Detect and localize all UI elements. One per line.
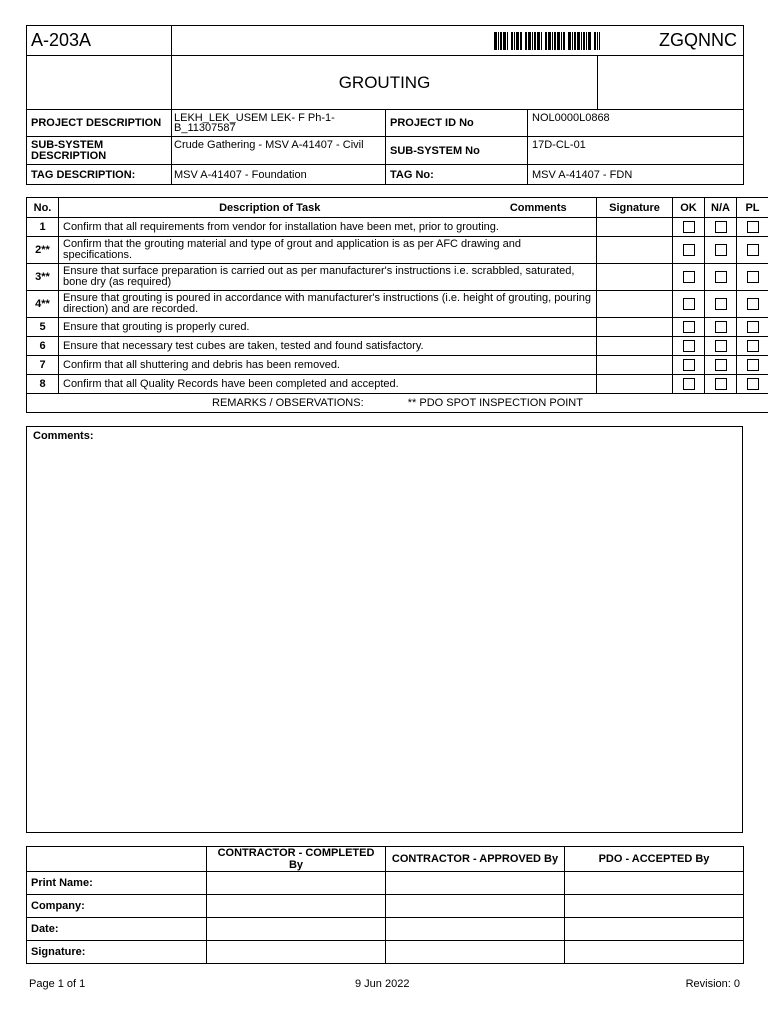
task-signature-cell[interactable] xyxy=(597,264,673,291)
project-id-label: PROJECT ID No xyxy=(386,110,528,137)
signoff-row-label: Date: xyxy=(27,918,207,941)
task-row xyxy=(27,337,768,356)
blank-cell xyxy=(598,56,744,110)
task-description: Confirm that all shuttering and debris has been removed. xyxy=(59,356,597,375)
project-description-label: PROJECT DESCRIPTION xyxy=(27,110,172,137)
project-id-value: NOL0000L0868 xyxy=(528,110,744,137)
col-signature: Signature xyxy=(597,198,673,218)
na-checkbox[interactable] xyxy=(715,221,727,233)
task-no: 1 xyxy=(27,218,59,237)
comments-label: Comments: xyxy=(33,430,94,442)
doc-code: A-203A xyxy=(27,26,172,56)
signoff-col-approved: CONTRACTOR - APPROVED By xyxy=(386,847,565,872)
footer-date: 9 Jun 2022 xyxy=(355,978,410,990)
page-title: GROUTING xyxy=(172,56,598,110)
approved-by-cell[interactable] xyxy=(386,895,565,918)
pl-checkbox[interactable] xyxy=(747,340,759,352)
completed-by-cell[interactable] xyxy=(207,918,386,941)
accepted-by-cell[interactable] xyxy=(565,941,744,964)
na-checkbox[interactable] xyxy=(715,340,727,352)
header-table xyxy=(26,25,744,185)
completed-by-cell[interactable] xyxy=(207,941,386,964)
signoff-col-completed: CONTRACTOR - COMPLETED By xyxy=(207,847,386,872)
accepted-by-cell[interactable] xyxy=(565,872,744,895)
signoff-row-label: Signature: xyxy=(27,941,207,964)
signoff-row xyxy=(27,941,744,964)
task-signature-cell[interactable] xyxy=(597,356,673,375)
task-no: 7 xyxy=(27,356,59,375)
task-no: 3** xyxy=(27,264,59,291)
ok-checkbox[interactable] xyxy=(683,321,695,333)
ok-checkbox[interactable] xyxy=(683,340,695,352)
task-no: 5 xyxy=(27,318,59,337)
ok-checkbox[interactable] xyxy=(683,244,695,256)
task-description: Ensure that surface preparation is carried out as per manufacturer's instructions i.e. scrabbled, saturated, bone dry (as required) xyxy=(59,264,597,291)
barcode-row xyxy=(172,26,744,56)
comments-box[interactable] xyxy=(26,426,743,833)
task-no: 6 xyxy=(27,337,59,356)
approved-by-cell[interactable] xyxy=(386,918,565,941)
task-no: 2** xyxy=(27,237,59,264)
task-row xyxy=(27,264,768,291)
task-description: Ensure that grouting is properly cured. xyxy=(59,318,597,337)
signoff-corner xyxy=(27,847,207,872)
task-signature-cell[interactable] xyxy=(597,375,673,394)
tag-no-label: TAG No: xyxy=(386,165,528,185)
signoff-table xyxy=(26,846,744,964)
tag-no-value: MSV A-41407 - FDN xyxy=(528,165,744,185)
form-code: ZGQNNC xyxy=(659,30,737,50)
remarks-label: REMARKS / OBSERVATIONS: xyxy=(212,396,364,409)
footer-revision: Revision: 0 xyxy=(685,978,740,990)
task-no: 8 xyxy=(27,375,59,394)
signoff-row-label: Print Name: xyxy=(27,872,207,895)
task-row xyxy=(27,237,768,264)
task-no: 4** xyxy=(27,291,59,318)
col-na: N/A xyxy=(705,198,737,218)
signoff-row xyxy=(27,895,744,918)
task-description: Confirm that all Quality Records have been completed and accepted. xyxy=(59,375,597,394)
na-checkbox[interactable] xyxy=(715,271,727,283)
sub-system-description-value: Crude Gathering - MSV A-41407 - Civil xyxy=(172,137,386,165)
task-signature-cell[interactable] xyxy=(597,318,673,337)
sub-system-no-value: 17D-CL-01 xyxy=(528,137,744,165)
ok-checkbox[interactable] xyxy=(683,378,695,390)
sub-system-description-label: SUB-SYSTEM DESCRIPTION xyxy=(27,137,172,165)
na-checkbox[interactable] xyxy=(715,321,727,333)
pl-checkbox[interactable] xyxy=(747,378,759,390)
na-checkbox[interactable] xyxy=(715,244,727,256)
pl-checkbox[interactable] xyxy=(747,244,759,256)
task-row xyxy=(27,218,768,237)
accepted-by-cell[interactable] xyxy=(565,895,744,918)
completed-by-cell[interactable] xyxy=(207,895,386,918)
col-ok: OK xyxy=(673,198,705,218)
ok-checkbox[interactable] xyxy=(683,359,695,371)
task-table xyxy=(26,197,768,413)
task-signature-cell[interactable] xyxy=(597,337,673,356)
tag-description-value: MSV A-41407 - Foundation xyxy=(172,165,386,185)
logo-cell xyxy=(27,56,172,110)
col-comments: Comments xyxy=(481,198,597,218)
task-signature-cell[interactable] xyxy=(597,237,673,264)
ok-checkbox[interactable] xyxy=(683,271,695,283)
pl-checkbox[interactable] xyxy=(747,221,759,233)
ok-checkbox[interactable] xyxy=(683,298,695,310)
signoff-row xyxy=(27,918,744,941)
col-pl: PL xyxy=(737,198,768,218)
task-row xyxy=(27,356,768,375)
task-description: Confirm that all requirements from vendor for installation have been met, prior to grouting. xyxy=(59,218,597,237)
col-description: Description of Task xyxy=(59,198,481,218)
task-row xyxy=(27,291,768,318)
pl-checkbox[interactable] xyxy=(747,271,759,283)
spot-point-note: ** PDO SPOT INSPECTION POINT xyxy=(407,396,583,409)
signoff-col-accepted: PDO - ACCEPTED By xyxy=(565,847,744,872)
task-row xyxy=(27,375,768,394)
col-no: No. xyxy=(27,198,59,218)
footer-page: Page 1 of 1 xyxy=(29,978,86,990)
na-checkbox[interactable] xyxy=(715,378,727,390)
accepted-by-cell[interactable] xyxy=(565,918,744,941)
na-checkbox[interactable] xyxy=(715,359,727,371)
remarks-row xyxy=(27,394,768,413)
ok-checkbox[interactable] xyxy=(683,221,695,233)
project-description-value: LEKH_LEK_USEM LEK- F Ph-1-B_11307587 xyxy=(172,110,386,137)
task-row xyxy=(27,318,768,337)
barcode-image xyxy=(494,32,601,50)
task-description: Ensure that grouting is poured in accordance with manufacturer's instructions (i.e. height of grouting, pouring direction) and are recorded. xyxy=(59,291,597,318)
tag-description-label: TAG DESCRIPTION: xyxy=(27,165,172,185)
na-checkbox[interactable] xyxy=(715,298,727,310)
pl-checkbox[interactable] xyxy=(747,321,759,333)
task-signature-cell[interactable] xyxy=(597,291,673,318)
signoff-row xyxy=(27,872,744,895)
sub-system-no-label: SUB-SYSTEM No xyxy=(386,137,528,165)
pl-checkbox[interactable] xyxy=(747,298,759,310)
task-description: Confirm that the grouting material and type of grout and application is as per AFC drawing and specifications. xyxy=(59,237,597,264)
approved-by-cell[interactable] xyxy=(386,872,565,895)
task-signature-cell[interactable] xyxy=(597,218,673,237)
signoff-row-label: Company: xyxy=(27,895,207,918)
pl-checkbox[interactable] xyxy=(747,359,759,371)
completed-by-cell[interactable] xyxy=(207,872,386,895)
task-description: Ensure that necessary test cubes are taken, tested and found satisfactory. xyxy=(59,337,597,356)
approved-by-cell[interactable] xyxy=(386,941,565,964)
